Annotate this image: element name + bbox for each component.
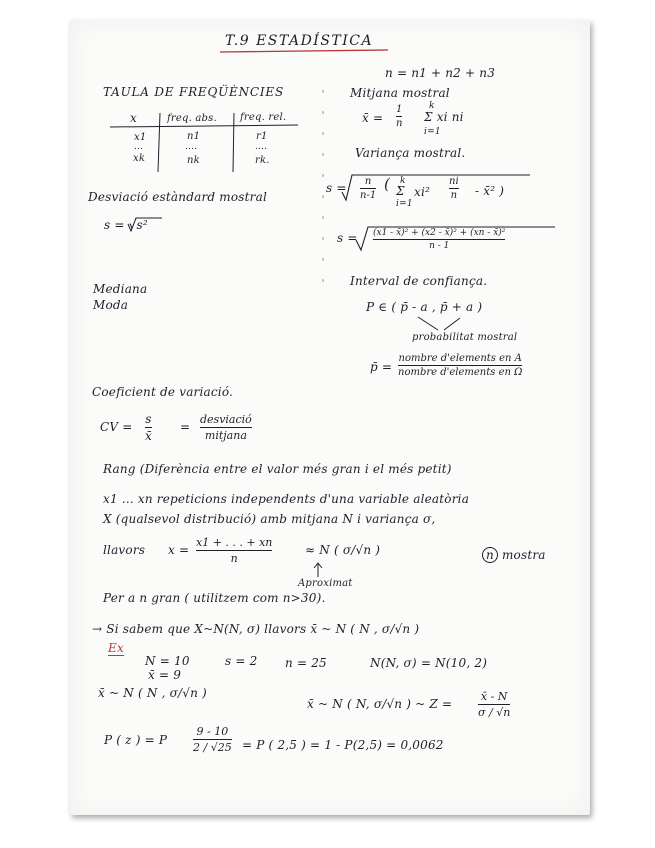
freq-table-cell: x1 [134, 132, 147, 143]
s1-frac-num: n [364, 176, 372, 187]
s1-inner-num: ni [449, 176, 459, 187]
s1-inner-den: n [450, 190, 458, 201]
range-definition: Rang (Diferència entre el valor més gran i el més petit) [103, 462, 452, 476]
mean-sum-bottom: i=1 [424, 127, 441, 137]
freq-table-header-abs: freq. abs. [167, 113, 217, 124]
example-mu: N = 10 [145, 654, 190, 668]
cv-text-num: desviació [200, 413, 252, 426]
example-dist: N(N, σ) = N(10, 2) [370, 656, 488, 670]
clt-mostra: mostra [501, 548, 546, 562]
cv-text-fraction [200, 413, 252, 442]
s1-sum-top: k [400, 176, 406, 186]
s1-paren-open: ( [384, 175, 391, 193]
freq-table-cell: ... [134, 142, 144, 152]
example-z-num: x̄ - N [480, 690, 508, 703]
s-formula-2-lhs: s = [337, 231, 358, 245]
freq-table-cell: r1 [256, 131, 268, 142]
cv-title: Coeficient de variació. [92, 385, 234, 399]
mean-frac-num: 1 [396, 104, 403, 115]
s1-tail: - x̄² ) [475, 184, 505, 198]
cv-fraction [145, 412, 152, 443]
mean-lhs: x̄ = [362, 111, 384, 125]
cv-num: s [145, 412, 152, 426]
mean-fraction [396, 104, 402, 129]
n-sum: n = n1 + n2 + n3 [385, 66, 496, 80]
clt-mostra-badge [482, 548, 546, 562]
clt-x-den: n [230, 552, 238, 565]
freq-table-cell: rk. [255, 155, 270, 166]
clt-large-n: Per a n gran ( utilitzem com n>30). [103, 591, 326, 605]
p-num: nombre d'elements en A [398, 353, 522, 364]
s2-den: n - 1 [429, 241, 450, 251]
cv-text-den: mitjana [204, 429, 247, 442]
freq-table-cell: nk [187, 155, 200, 166]
std-dev-title: Desviació estàndard mostral [88, 190, 267, 204]
s1-sigma: Σ [396, 184, 405, 198]
s-formula-1-fraction [360, 176, 376, 201]
s1-frac-den: n-1 [360, 190, 377, 201]
mean-frac-den: n [396, 118, 403, 129]
example-z-den: σ / √n [478, 706, 511, 719]
cv-eq: = [180, 420, 191, 434]
std-dev-formula: s = √s² [104, 218, 148, 232]
freq-table-title: TAULA DE FREQÜÈNCIES [103, 85, 285, 99]
ci-title: Interval de confiança. [350, 274, 488, 288]
cv-lhs: CV = [100, 420, 133, 434]
example-prob-den: 2 / √25 [193, 741, 232, 754]
clt-x-fraction [196, 536, 272, 565]
freq-table-cell: xk [133, 153, 146, 164]
freq-table-cell: .... [255, 142, 268, 152]
clt-llavors: llavors [103, 543, 146, 557]
example-xbar-dist-2: x̄ ~ N ( N, σ/√n ) ~ Z = [307, 697, 453, 711]
s-formula-2-fraction [373, 228, 505, 251]
p-fraction [398, 353, 522, 378]
median-label: Mediana [93, 282, 148, 296]
example-prob-num: 9 - 10 [196, 725, 229, 738]
s2-num: (x1 - x̄)² + (x2 - x̄)² + (xn - x̄)² [373, 228, 506, 238]
s1-sum-bottom: i=1 [396, 199, 413, 209]
example-prob-fraction [193, 725, 232, 754]
mean-title: Mitjana mostral [350, 86, 450, 100]
mode-label: Moda [93, 298, 129, 312]
example-prob-rhs: = P ( 2,5 ) = 1 - P(2,5) = 0,0062 [242, 738, 444, 752]
freq-table-cell: n1 [187, 131, 201, 142]
clt-line-2: X (qualsevol distribució) amb mitjana N i variança σ, [103, 512, 436, 526]
s-formula-1-lhs: s = [326, 181, 347, 195]
example-prob-lhs: P ( z ) = P [104, 733, 168, 747]
clt-x-lhs: x = [168, 543, 190, 557]
clt-x-num: x1 + . . . + xn [196, 536, 273, 549]
clt-mostra-n: n [482, 547, 498, 563]
example-s: s = 2 [225, 654, 258, 668]
s1-body: xi² [414, 185, 431, 199]
ci-note: probabilitat mostral [412, 332, 518, 343]
clt-aproximat: Aproximat [298, 578, 353, 589]
freq-table-cell: .... [185, 142, 198, 152]
p-lhs: p̄ = [370, 360, 393, 374]
mean-sum-top: k [429, 101, 435, 111]
example-xbar-dist: x̄ ~ N ( N , σ/√n ) [98, 686, 207, 700]
ci-formula: P ∈ ( p̄ - a , p̄ + a ) [366, 300, 483, 314]
example-n: n = 25 [285, 656, 327, 670]
mean-sum: Σ xi ni [424, 110, 464, 124]
page-title: T.9 ESTADÍSTICA [225, 33, 374, 49]
example-label: Ex [108, 641, 124, 655]
clt-if-normal: → Si sabem que X~N(N, σ) llavors x̄ ~ N ( N , σ/√n ) [92, 622, 420, 636]
example-xbar: x̄ = 9 [148, 668, 182, 682]
freq-table-header-x: x [130, 111, 137, 125]
clt-approx: ≈ N ( σ/√n ) [305, 543, 381, 557]
cv-den: x̄ [145, 429, 152, 443]
variance-title: Variança mostral. [355, 146, 466, 160]
p-den: nombre d'elements en Ω [398, 367, 523, 378]
s1-inner-fraction [449, 176, 459, 201]
freq-table-header-rel: freq. rel. [240, 112, 287, 123]
clt-line-1: x1 ... xn repeticions independents d'una variable aleatòria [103, 492, 470, 506]
example-z-fraction [478, 690, 510, 719]
